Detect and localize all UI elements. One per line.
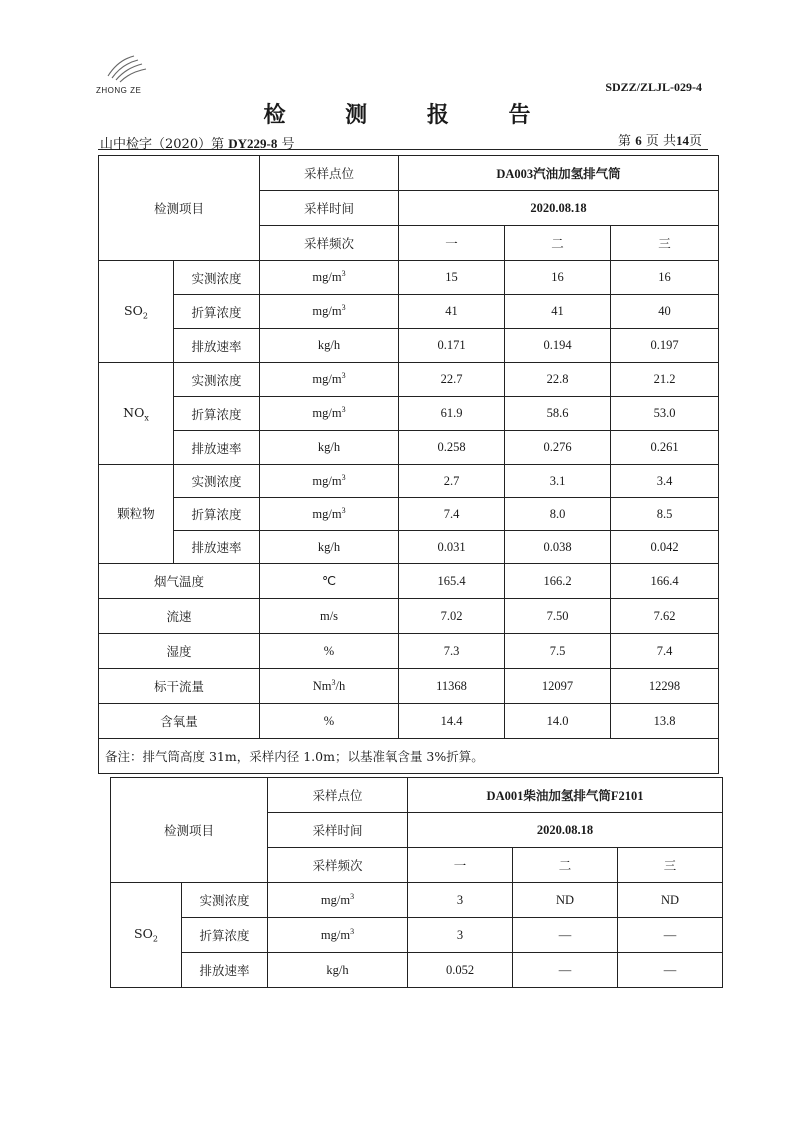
freq-cell: 三 [611, 226, 719, 261]
value-cell: ND [513, 883, 618, 918]
value-cell: 0.261 [611, 431, 719, 465]
table-row [111, 883, 723, 918]
value-cell: 58.6 [505, 397, 611, 431]
unit-cell: kg/h [268, 953, 408, 988]
report-prefix: 山中检字（2020）第 [100, 137, 225, 152]
value-cell: 0.197 [611, 329, 719, 363]
table-row [111, 778, 723, 813]
company-logo [96, 50, 156, 100]
site-label: 采样点位 [268, 778, 408, 813]
value-cell: 0.171 [399, 329, 505, 363]
logo-text: ZHONG ZE [96, 86, 142, 95]
param-label: 烟气温度 [99, 564, 260, 599]
value-cell: 12298 [611, 669, 719, 704]
site-value: DA001柴油加氢排气筒F2101 [408, 778, 723, 813]
unit-cell: $mg/m^3$ [268, 883, 408, 918]
value-cell: 13.8 [611, 704, 719, 739]
param-label: 排放速率 [182, 953, 268, 988]
value-cell: — [618, 918, 723, 953]
param-label: 折算浓度 [174, 498, 260, 531]
value-cell: — [513, 918, 618, 953]
param-label: 折算浓度 [174, 295, 260, 329]
site-label: 采样点位 [260, 156, 399, 191]
value-cell: 0.038 [505, 531, 611, 564]
results-table-da001 [110, 777, 723, 988]
pollutant-nox: $NO_x$ [99, 363, 174, 465]
table-row [99, 634, 719, 669]
value-cell: 3.1 [505, 465, 611, 498]
unit-cell: $mg/m^3$ [260, 397, 399, 431]
value-cell: 21.2 [611, 363, 719, 397]
pollutant-so2: $SO_2$ [111, 883, 182, 988]
unit-cell: $mg/m^3$ [260, 498, 399, 531]
value-cell: 53.0 [611, 397, 719, 431]
results-table-da003 [98, 155, 719, 774]
page-suffix: 页 [688, 134, 702, 149]
value-cell: 22.7 [399, 363, 505, 397]
freq-cell: 一 [399, 226, 505, 261]
unit-cell: $mg/m^3$ [268, 918, 408, 953]
unit-cell: % [260, 634, 399, 669]
header-rule [98, 149, 708, 150]
page-number [618, 130, 702, 149]
unit-cell: $mg/m^3$ [260, 363, 399, 397]
value-cell: 12097 [505, 669, 611, 704]
value-cell: — [618, 953, 723, 988]
value-cell: 0.258 [399, 431, 505, 465]
param-label: 实测浓度 [174, 261, 260, 295]
value-cell: 15 [399, 261, 505, 295]
table-row [99, 739, 719, 774]
report-code: DY229-8 [228, 136, 278, 151]
param-label: 实测浓度 [174, 363, 260, 397]
table-row [99, 295, 719, 329]
freq-cell: 三 [618, 848, 723, 883]
value-cell: 0.042 [611, 531, 719, 564]
table-row [99, 704, 719, 739]
table-row [99, 397, 719, 431]
report-suffix: 号 [281, 137, 295, 152]
value-cell: — [513, 953, 618, 988]
remark-note: 备注：排气筒高度 31m，采样内径 1.0m；以基准氧含量 3%折算。 [99, 739, 719, 774]
unit-cell: $mg/m^3$ [260, 295, 399, 329]
value-cell: 0.276 [505, 431, 611, 465]
param-label: 折算浓度 [174, 397, 260, 431]
value-cell: 14.4 [399, 704, 505, 739]
freq-cell: 二 [513, 848, 618, 883]
param-label: 标干流量 [99, 669, 260, 704]
site-value: DA003汽油加氢排气筒 [399, 156, 719, 191]
value-cell: 7.4 [611, 634, 719, 669]
value-cell: 16 [611, 261, 719, 295]
value-cell: 8.5 [611, 498, 719, 531]
freq-cell: 二 [505, 226, 611, 261]
page-current: 6 [635, 133, 642, 148]
table-row [99, 564, 719, 599]
table-row [111, 953, 723, 988]
value-cell: 41 [399, 295, 505, 329]
unit-cell: $mg/m^3$ [260, 261, 399, 295]
unit-cell: kg/h [260, 329, 399, 363]
logo-emblem-icon [104, 50, 148, 84]
unit-cell: m/s [260, 599, 399, 634]
value-cell: 3 [408, 883, 513, 918]
table-row [99, 669, 719, 704]
table-row [111, 918, 723, 953]
param-label: 含氧量 [99, 704, 260, 739]
value-cell: 3 [408, 918, 513, 953]
value-cell: 7.3 [399, 634, 505, 669]
value-cell: 0.031 [399, 531, 505, 564]
table-row [99, 431, 719, 465]
param-label: 流速 [99, 599, 260, 634]
param-label: 实测浓度 [174, 465, 260, 498]
table-row [99, 156, 719, 191]
value-cell: 7.62 [611, 599, 719, 634]
value-cell: 0.194 [505, 329, 611, 363]
param-label: 湿度 [99, 634, 260, 669]
table-row [99, 261, 719, 295]
value-cell: 11368 [399, 669, 505, 704]
item-header: 检测项目 [111, 778, 268, 883]
unit-cell: Nm$^3$/h [260, 669, 399, 704]
param-label: 实测浓度 [182, 883, 268, 918]
page-title: 检 测 报 告 [263, 102, 557, 128]
time-value: 2020.08.18 [399, 191, 719, 226]
value-cell: 7.5 [505, 634, 611, 669]
freq-label: 采样频次 [260, 226, 399, 261]
value-cell: 7.4 [399, 498, 505, 531]
value-cell: 166.2 [505, 564, 611, 599]
table-row [99, 498, 719, 531]
param-label: 排放速率 [174, 531, 260, 564]
value-cell: 7.50 [505, 599, 611, 634]
value-cell: 3.4 [611, 465, 719, 498]
unit-cell: kg/h [260, 531, 399, 564]
table-row [99, 329, 719, 363]
param-label: 排放速率 [174, 431, 260, 465]
param-label: 折算浓度 [182, 918, 268, 953]
time-label: 采样时间 [260, 191, 399, 226]
page-mid: 页 共 [645, 134, 676, 149]
value-cell: 165.4 [399, 564, 505, 599]
time-label: 采样时间 [268, 813, 408, 848]
value-cell: 7.02 [399, 599, 505, 634]
item-header: 检测项目 [99, 156, 260, 261]
time-value: 2020.08.18 [408, 813, 723, 848]
unit-cell: ℃ [260, 564, 399, 599]
document-code: SDZZ/ZLJL-029-4 [605, 80, 702, 94]
value-cell: 14.0 [505, 704, 611, 739]
page-prefix: 第 [618, 134, 632, 149]
table-row [99, 363, 719, 397]
value-cell: 41 [505, 295, 611, 329]
value-cell: 0.052 [408, 953, 513, 988]
value-cell: 16 [505, 261, 611, 295]
table-row [99, 465, 719, 498]
value-cell: 40 [611, 295, 719, 329]
table-row [99, 599, 719, 634]
unit-cell: % [260, 704, 399, 739]
value-cell: 2.7 [399, 465, 505, 498]
pollutant-particulate: 颗粒物 [99, 465, 174, 564]
value-cell: 8.0 [505, 498, 611, 531]
value-cell: 61.9 [399, 397, 505, 431]
pollutant-so2: $SO_2$ [99, 261, 174, 363]
value-cell: ND [618, 883, 723, 918]
value-cell: 22.8 [505, 363, 611, 397]
unit-cell: kg/h [260, 431, 399, 465]
page-total: 14 [675, 133, 689, 148]
unit-cell: $mg/m^3$ [260, 465, 399, 498]
table-row [99, 531, 719, 564]
freq-cell: 一 [408, 848, 513, 883]
param-label: 排放速率 [174, 329, 260, 363]
value-cell: 166.4 [611, 564, 719, 599]
freq-label: 采样频次 [268, 848, 408, 883]
